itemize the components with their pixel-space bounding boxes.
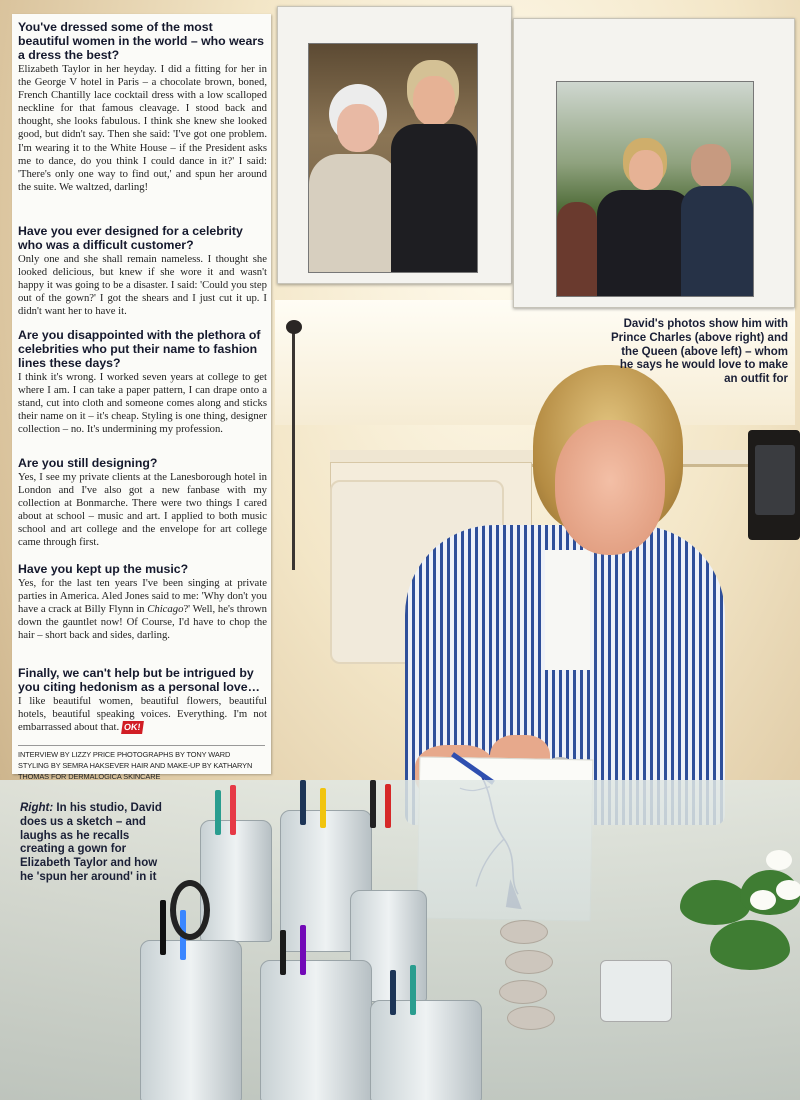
face [555,420,665,555]
david-suit [391,124,477,272]
flower-icon [750,890,776,910]
pen-pots [120,780,520,1100]
microphone-stand [292,330,295,570]
leaf [680,880,750,925]
african-violet-plant [680,850,800,1100]
question-heading: Are you disappointed with the plethora of celebrities who put their name to fashion lines these days? [18,328,261,370]
pen [280,930,286,975]
david-face [629,150,663,190]
queen-dress [309,154,399,272]
qa-block [12,562,271,642]
qa-block [12,224,271,318]
photo-with-queen-image [308,43,478,273]
pen [390,970,396,1015]
answer-text: I think it's wrong. I worked seven years at college to get where I am. I can take a paper pattern, I can drape onto a stand, cut into cloth and someone comes along and sticks their name on it – it's cheap. Styling is one thing, designer collection – no. It's undermining my profession. [18,371,267,436]
question-heading: You've dressed some of the most beautiful women in the world – who wears a dress the best? [18,20,264,62]
pen [385,784,391,828]
credits-line: STYLING BY SEMRA HAKSEVER HAIR AND MAKE-UP BY KATHARYN [18,761,253,770]
qa-block [12,666,271,734]
pen [410,965,416,1015]
pen-pot [200,820,272,942]
television-screen [755,445,795,515]
pen [300,780,306,825]
scissors-icon [170,880,210,940]
qa-block [12,20,271,194]
david-suit [597,190,693,296]
pebble [505,950,553,974]
photo-with-queen [277,6,512,284]
question-heading: Are you still designing? [18,456,158,470]
pen [160,900,166,955]
answer-text: Only one and she shall remain nameless. I thought she looked delicious, but knew if she wore it and wasn't happy it was going to be a disaster. I said: 'Could you step out of the gown?' I got the shears and I just cut it up. I didn't want her to have it. [18,253,267,318]
photo-with-prince-charles [513,18,795,308]
guest-figure [557,202,597,296]
queen-face [337,104,379,152]
credits-line: THOMAS FOR DERMALOGICA SKINCARE [18,772,161,781]
question-heading: Finally, we can't help but be intrigued by you citing hedonism as a personal love… [18,666,260,694]
answer-text [18,577,267,642]
credits-line: INTERVIEW BY LIZZY PRICE PHOTOGRAPHS BY TONY WARD [18,750,231,759]
interview-text-panel [12,14,271,781]
prince-charles-face [691,144,731,188]
pen-pot [260,960,372,1100]
answer-text [18,695,267,734]
pen [230,785,236,835]
studio-caption-body: In his studio, David does us a sketch – and laughs as he recalls creating a gown for Elizabeth Taylor and how he 'spun her around' in it [20,802,162,883]
credits-divider [18,745,265,746]
pen-pot [140,940,242,1100]
ok-logo-end-mark: OK! [121,721,143,734]
pen [370,780,376,828]
flower-icon [776,880,800,900]
pebble [499,980,547,1004]
pen-pot [370,1000,482,1100]
leaf [710,920,790,970]
studio-caption-lead: Right: [20,802,54,814]
qa-block [12,328,271,436]
question-heading: Have you ever designed for a celebrity who was a difficult customer? [18,224,243,252]
photos-caption: David's photos show him with Prince Charles (above right) and the Queen (above left) – whom he says he would love to make an outfit for [610,318,788,386]
pebbles [495,910,555,1030]
show-title: Chicago [147,603,184,616]
answer-text-part: Yes, for the last ten years I've been singing at private parties in America. Aled Jones said to me: 'Why don't you have a crack at Billy Flynn in [18,577,267,616]
tape-dispenser-icon [600,960,672,1022]
qa-block [12,456,271,550]
answer-text-part: ?' Well, he's thrown down the gauntlet now! Of Course, I'd have to chop the hair – short back and sides, darling. [18,603,268,642]
flower-icon [766,850,792,870]
microphone-icon [286,320,302,334]
pen [215,790,221,835]
david-face [413,76,455,126]
undershirt [545,550,590,670]
pebble [507,1006,555,1030]
question-heading: Have you kept up the music? [18,562,189,576]
credits [18,749,268,782]
answer-text: Yes, I see my private clients at the Lanesborough hotel in London and I've also got a new fanbase with my collection at Bonmarche. There were two things I cared about at school – music and art. I applied to both music school and art college and the envelope for art college came through first. [18,471,267,549]
pebble [500,920,548,944]
pen [300,925,306,975]
prince-charles-suit [681,186,753,296]
studio-caption [20,802,170,885]
answer-text: Elizabeth Taylor in her heyday. I did a fitting for her in the George V hotel in Paris – a chocolate brown, boned, French Chantilly lace cocktail dress with a low scalloped neckline for that famous cleavage. I stood back and thought, she looks fabulous. I think she knew she looked good, but didn't say. Then she said: 'I've got one problem. I'm wearing it to the White House – if the President asks me to dance, do you think I could dance in it?' I said: 'There's only one way to find out,' and spun her around the suite. We waltzed, darling! [18,63,267,193]
pen [320,788,326,828]
answer-text-part: I like beautiful women, beautiful flowers, beautiful hotels, beautiful speaking voices. Everything. I'm not embarrassed about that. [18,695,267,734]
photo-with-prince-charles-image [556,81,754,297]
